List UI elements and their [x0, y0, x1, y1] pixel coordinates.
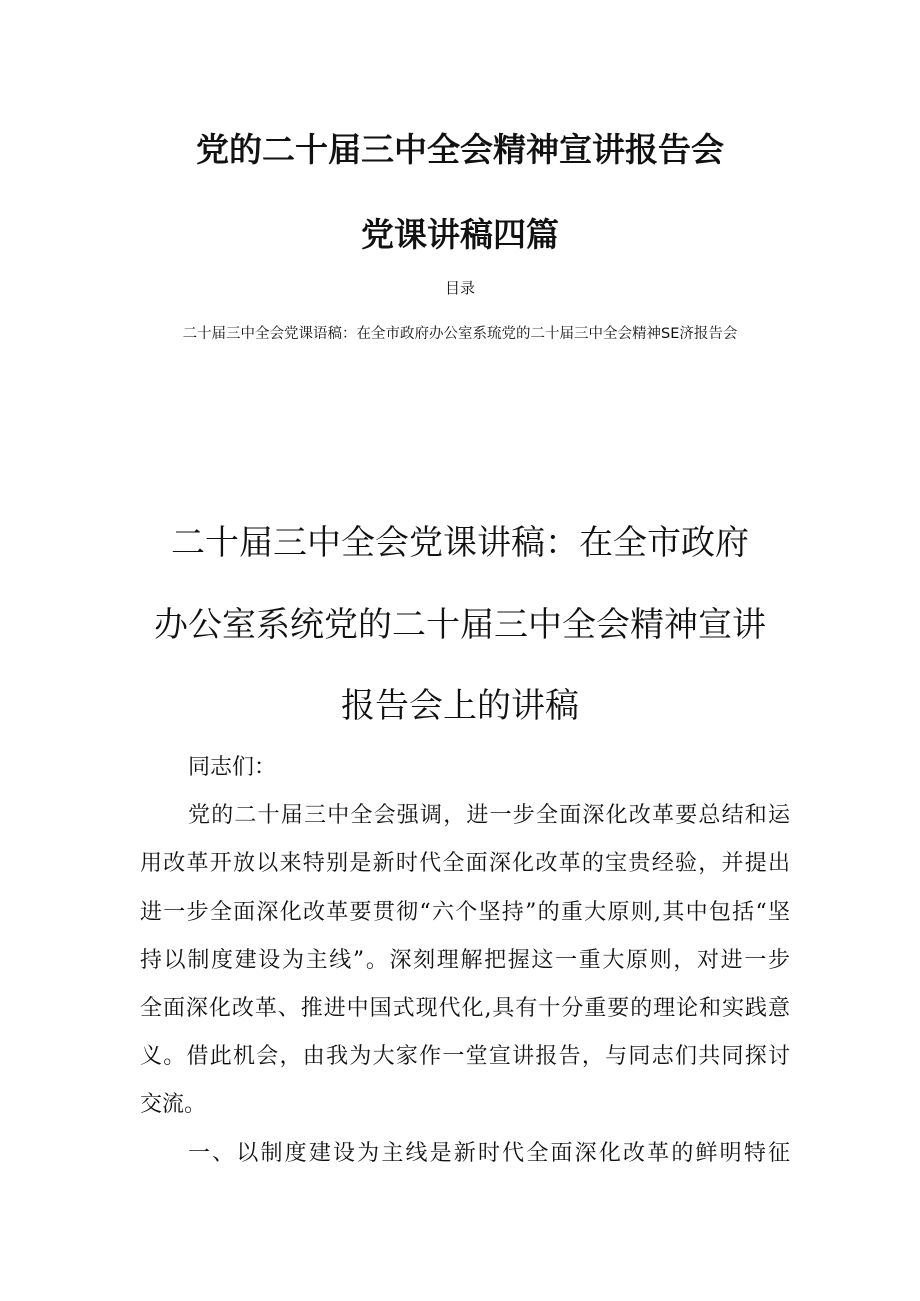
paragraph-line: 进一步全面深化改革要贯彻“六个坚持”的重大原则,其中包括“坚	[140, 900, 790, 925]
speech-title-line-3: 报告会上的讲稿	[341, 686, 579, 726]
paragraph-line: 全面深化改革、推进中国式现代化,具有十分重要的理论和实践意	[140, 996, 790, 1021]
salutation: 同志们：	[188, 755, 277, 780]
toc-entry: 二十届三中全会党课语稿：在全市政府办公室系琉党的二十届三中全会精神SE济报告会	[182, 326, 738, 342]
paragraph-line: 持以制度建设为主线”。深刻理解把握这一重大原则，对进一步	[140, 948, 790, 973]
paragraph-line: 党的二十届三中全会强调，进一步全面深化改革要总结和运	[188, 803, 790, 828]
speech-title-line-1: 二十届三中全会党课讲稿：在全市政府	[171, 523, 749, 563]
section-heading: 一、以制度建设为主线是新时代全面深化改革的鲜明特征	[188, 1141, 790, 1166]
paragraph-line: 用改革开放以来特别是新时代全面深化改革的宝贵经验，并提出	[140, 851, 790, 876]
paragraph-line: 义。借此机会，由我为大家作一堂宣讲报告，与同志们共同探讨	[140, 1044, 790, 1069]
document-title-line-1: 党的二十届三中全会精神宣讲报告会	[196, 130, 724, 169]
speech-title-line-2: 办公室系统党的二十届三中全会精神宣讲	[154, 605, 766, 645]
document-title-line-2: 党课讲稿四篇	[361, 215, 559, 254]
paragraph-line: 交流。	[140, 1092, 207, 1117]
toc-heading: 目录	[444, 279, 475, 297]
